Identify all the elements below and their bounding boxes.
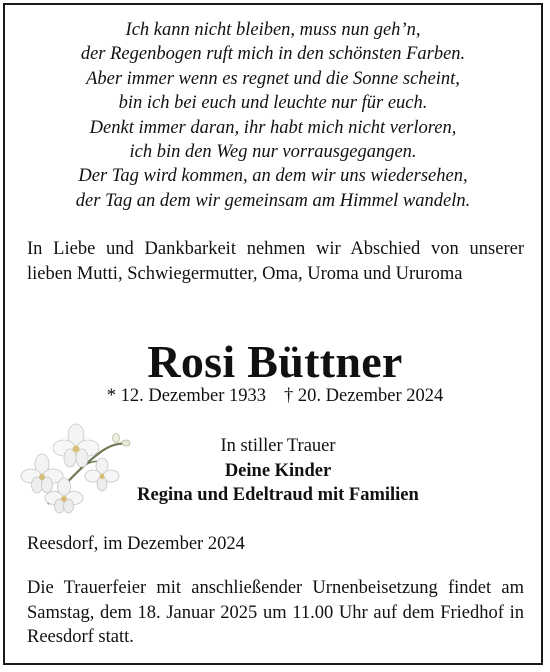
poem-line: Ich kann nicht bleiben, muss nun geh’n,: [125, 20, 421, 40]
poem-line: der Regenbogen ruft mich in den schönsten Farben.: [80, 44, 466, 65]
poem-line: bin ich bei euch und leuchte nur für euch.: [118, 93, 428, 114]
mourners-names: Regina und Edeltraud mit Familien: [137, 485, 419, 505]
poem-line: Aber immer wenn es regnet und die Sonne scheint,: [86, 68, 460, 89]
death-date: † 20. Dezember 2024: [284, 386, 444, 406]
poem-line: Denkt immer daran, ihr habt mich nicht verloren,: [89, 117, 457, 138]
intro-text: In Liebe und Dankbarkeit nehmen wir Abschied von unserer lieben Mutti, Schwiegermutter, Oma, Uroma und Ururoma: [27, 239, 524, 284]
life-dates: [0, 384, 550, 408]
deceased-name: Rosi Büttner: [147, 336, 403, 387]
place-date: Reesdorf, im Dezember 2024: [27, 534, 245, 554]
mourners-children: Deine Kinder: [224, 460, 332, 481]
poem-line: der Tag an dem wir gemeinsam am Himmel wandeln.: [75, 190, 471, 211]
poem: [0, 18, 546, 213]
mourners-block: [110, 434, 446, 508]
birth-date: * 12. Dezember 1933: [106, 386, 266, 406]
ceremony-text: Die Trauerfeier mit anschließender Urnenbeisetzung findet am Samstag, dem 18. Januar 2025 um 11.00 Uhr auf dem Friedhof in Reesdorf statt.: [27, 578, 524, 647]
mourning-line: In stiller Trauer: [220, 436, 336, 456]
poem-line: ich bin den Weg nur vorrausgegangen.: [129, 142, 417, 163]
poem-line: Der Tag wird kommen, an dem wir uns wiedersehen,: [78, 166, 468, 187]
